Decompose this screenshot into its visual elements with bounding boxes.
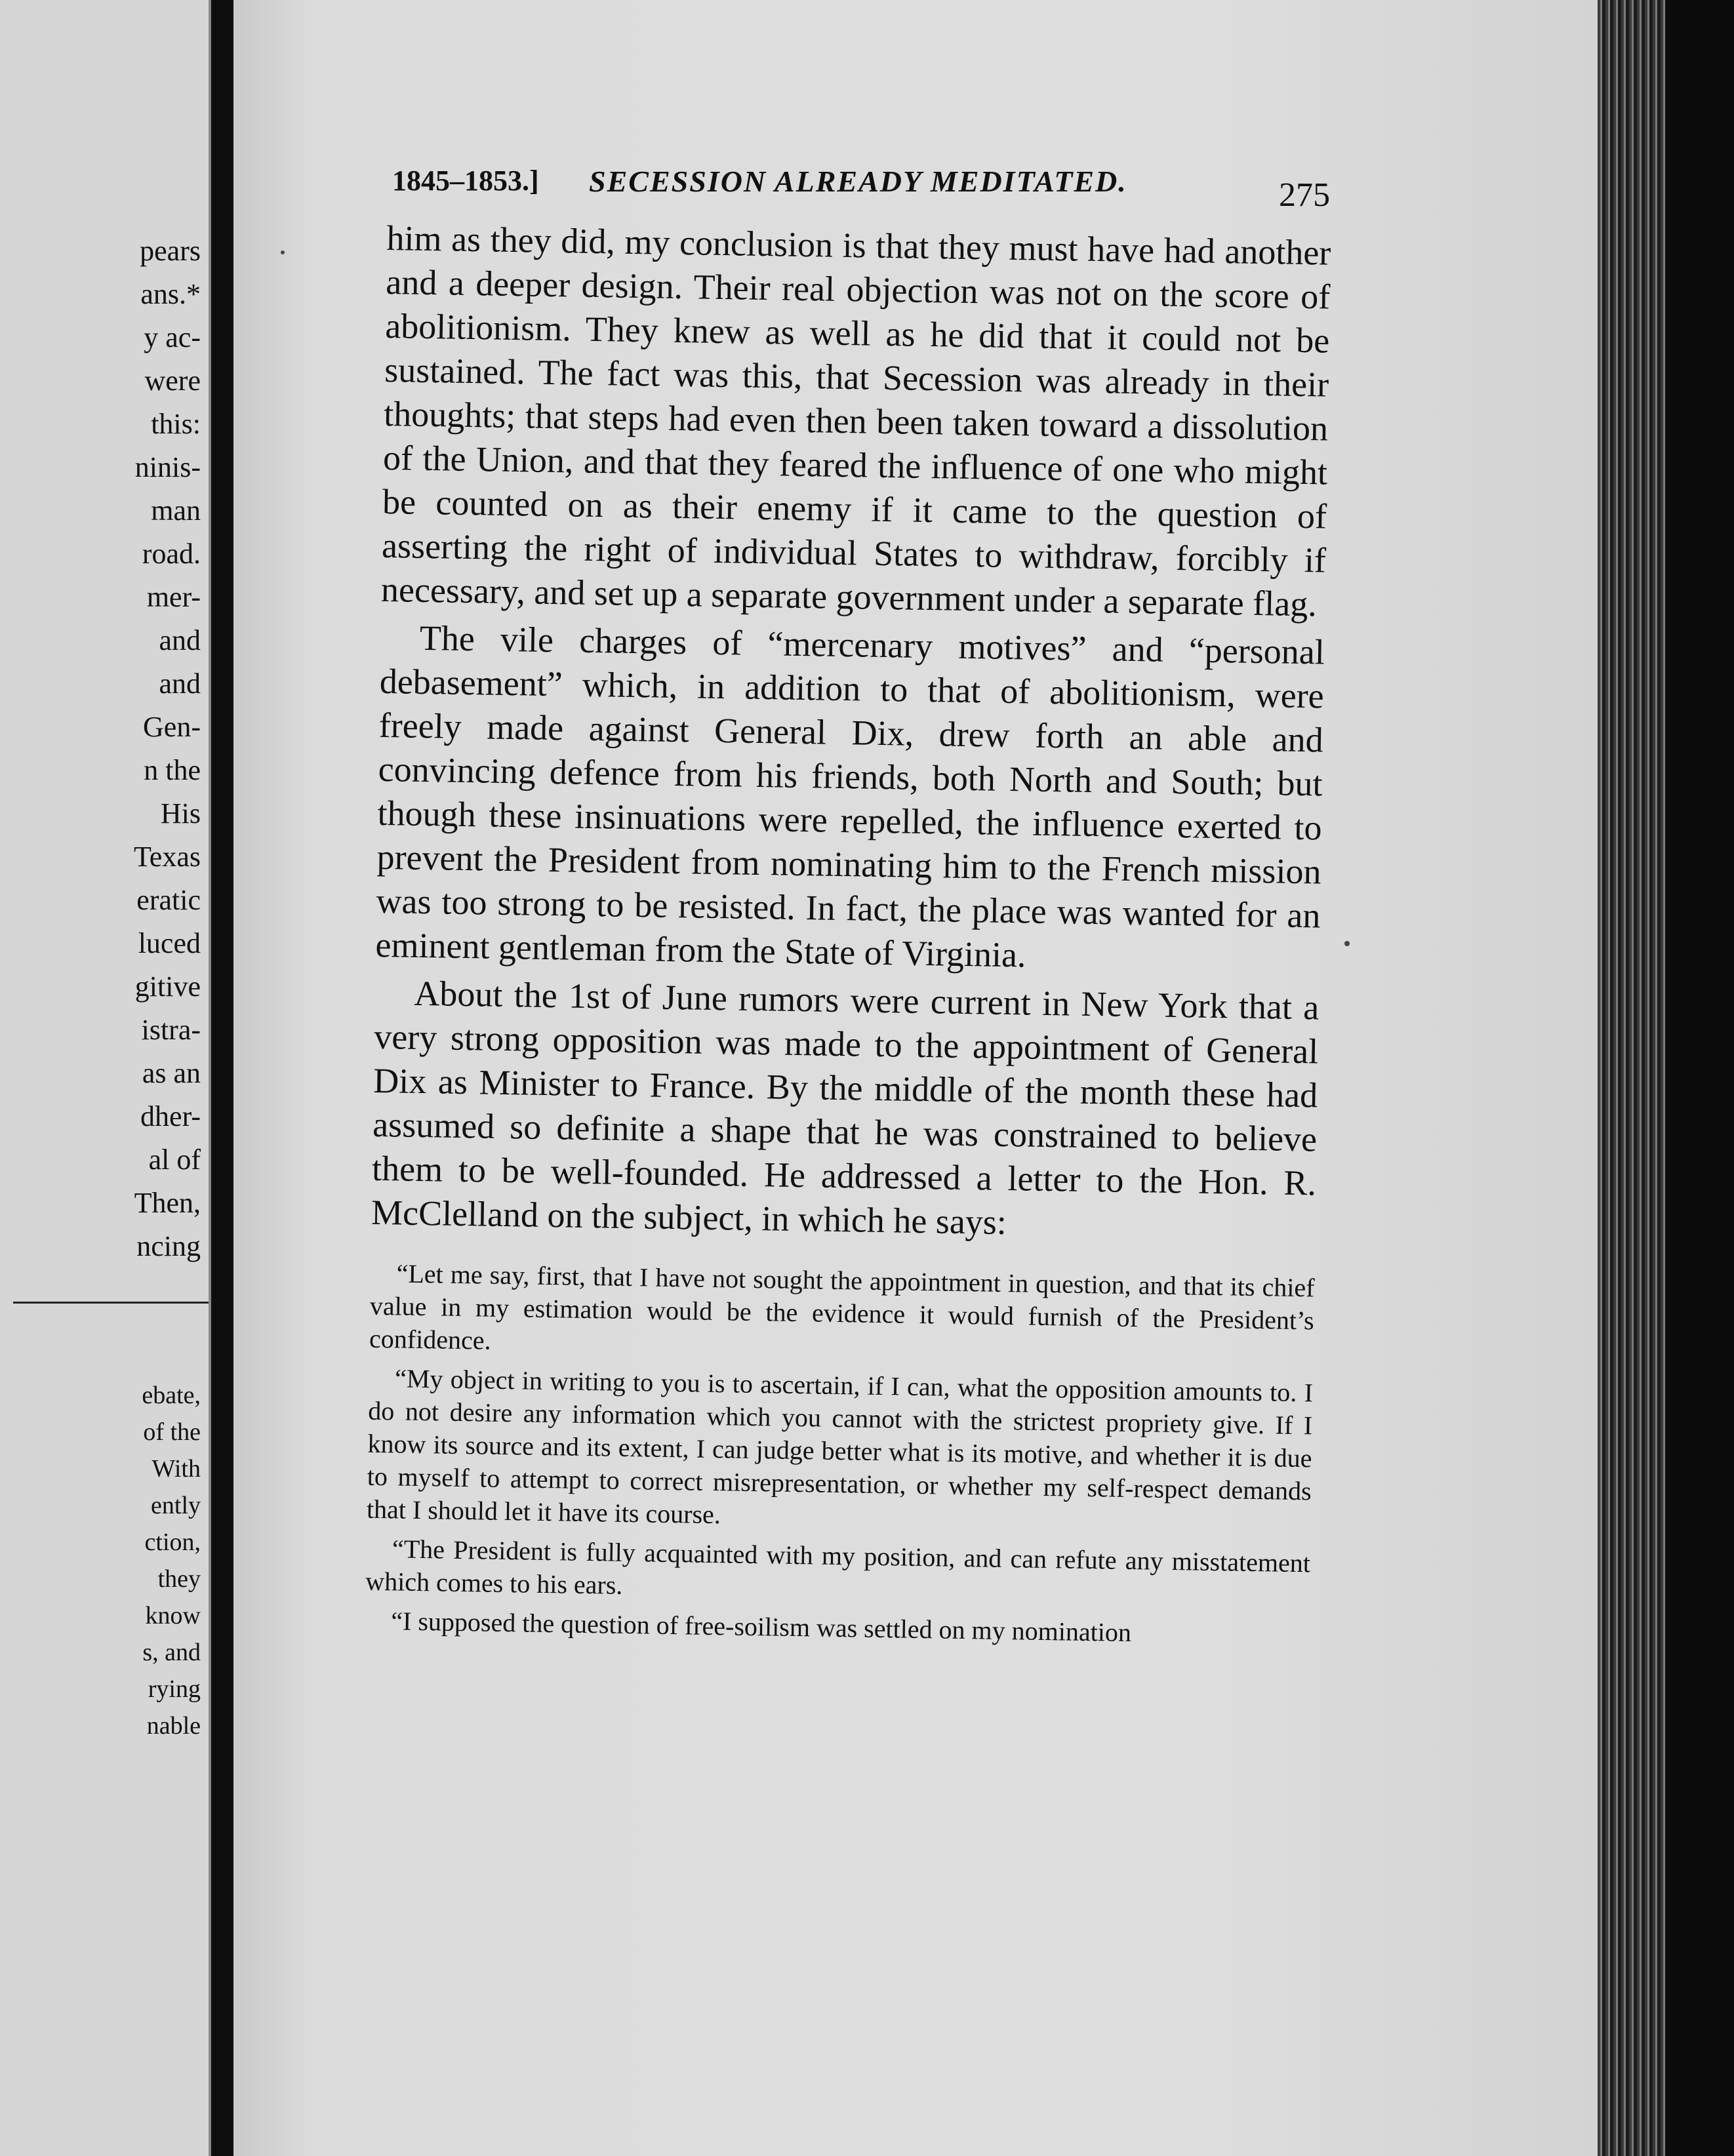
left-page-line: al of — [148, 1144, 201, 1176]
left-page-line: ncing — [136, 1230, 201, 1262]
left-page-line: pears — [140, 235, 201, 267]
left-page-footnote-line: s, and — [142, 1639, 201, 1666]
left-page-line: ans.* — [140, 278, 201, 310]
left-page-line: luced — [138, 927, 201, 959]
running-header — [392, 164, 1330, 214]
left-page-line: dher- — [140, 1100, 201, 1132]
quote-paragraph: “My object in writing to you is to ascertain, if I can, what the opposition amounts to. I do not desire any information which you cannot with the strictest propriety give. If I know its source and its extent, I can judge better what is its motive, and whether it is due to myself to attempt to correct misrepresentation, or whether my self-respect demands that I should let it have its course. — [366, 1363, 1314, 1530]
left-page-footnote-line: know — [145, 1602, 201, 1629]
speck — [281, 250, 285, 254]
left-page-footnote-line: they — [157, 1565, 201, 1593]
paragraph: The vile charges of “mercenary motives” and “personal debasement” which, in addition to that of abolitionism, were freely made against General Dix, drew forth an able and convincing defence from his friends, both North and South; but though these insinuations were repelled, the influence exerted to prevent the President from nominating him to the French mission was too strong to be resisted. In fact, the place was wanted for an eminent gentleman from the State of Virginia. — [375, 618, 1325, 975]
letter-quote — [365, 1257, 1315, 1652]
cover-edge — [1666, 0, 1734, 2156]
paragraph: About the 1st of June rumors were current in New York that a very strong opposition was made to the appointment of General Dix as Minister to France. By the middle of the month these had assumed so definite a shape that he was constrained to believe them to be well-founded. He addressed a letter to the Hon. R. McClelland on the subject, in which he says: — [371, 973, 1320, 1243]
quote-paragraph: “The President is fully acquainted with my position, and can refute any misstatement which comes to his ears. — [365, 1534, 1311, 1600]
speck — [1344, 941, 1350, 946]
left-page-line: y ac- — [144, 321, 201, 353]
left-page-footnote-line: ction, — [144, 1528, 201, 1556]
left-page-line: ninis- — [134, 451, 201, 483]
left-page-line: Then, — [134, 1187, 201, 1219]
page-number: 275 — [1279, 176, 1330, 214]
left-page-line: road. — [142, 538, 201, 570]
left-page-line: gitive — [134, 970, 201, 1003]
running-title: SECESSION ALREADY MEDITATED. — [589, 165, 1127, 198]
left-page-line: Gen- — [143, 711, 201, 743]
left-page-line: man — [151, 494, 201, 527]
left-page-line: eratic — [136, 884, 201, 916]
page-body — [365, 216, 1331, 1652]
header-years: 1845–1853.] — [392, 165, 539, 197]
left-page-line: His — [160, 797, 201, 829]
paragraph: him as they did, my conclusion is that they must have had another and a deeper design. Their real objection was not on the score of abolitionism. They knew as well as he did that it could not be sustained. The fact was this, that Secession was already in their thoughts; that steps had even then been taken toward a dissolution of the Union, and that they feared the influence of one who might be counted on as their enemy if it came to the question of asserting the right of individual States to withdraw, forcibly if necessary, and set up a separate government under a separate flag. — [380, 218, 1331, 624]
quote-paragraph: “I supposed the question of free-soilism was settled on my nomination — [391, 1606, 1132, 1648]
left-facing-page — [0, 0, 209, 2156]
left-page-line: and — [159, 624, 201, 656]
footnote-rule — [13, 1302, 209, 1304]
left-page-footnote-line: With — [151, 1455, 201, 1483]
left-page-footnote-line: ently — [151, 1492, 201, 1519]
left-page-line: as an — [142, 1057, 201, 1089]
left-page-line: istra- — [141, 1014, 201, 1046]
left-page-line: were — [144, 365, 201, 397]
left-page-line: and — [159, 668, 201, 700]
left-page-line: Texas — [134, 841, 201, 873]
quote-paragraph: “Let me say, first, that I have not sought the appointment in question, and that its chief value in my estimation would be the evidence it would furnish of the President’s confidence. — [369, 1258, 1315, 1355]
left-page-footnote-line: ebate, — [142, 1382, 201, 1409]
left-page-footnote-line: nable — [146, 1712, 201, 1740]
left-page-line: n the — [144, 754, 201, 786]
left-page-line: mer- — [146, 581, 201, 613]
left-page-line: this: — [151, 408, 201, 440]
left-page-footnote-line: rying — [148, 1675, 201, 1703]
book-spine — [211, 0, 233, 2156]
left-page-footnote-line: of the — [143, 1418, 201, 1446]
